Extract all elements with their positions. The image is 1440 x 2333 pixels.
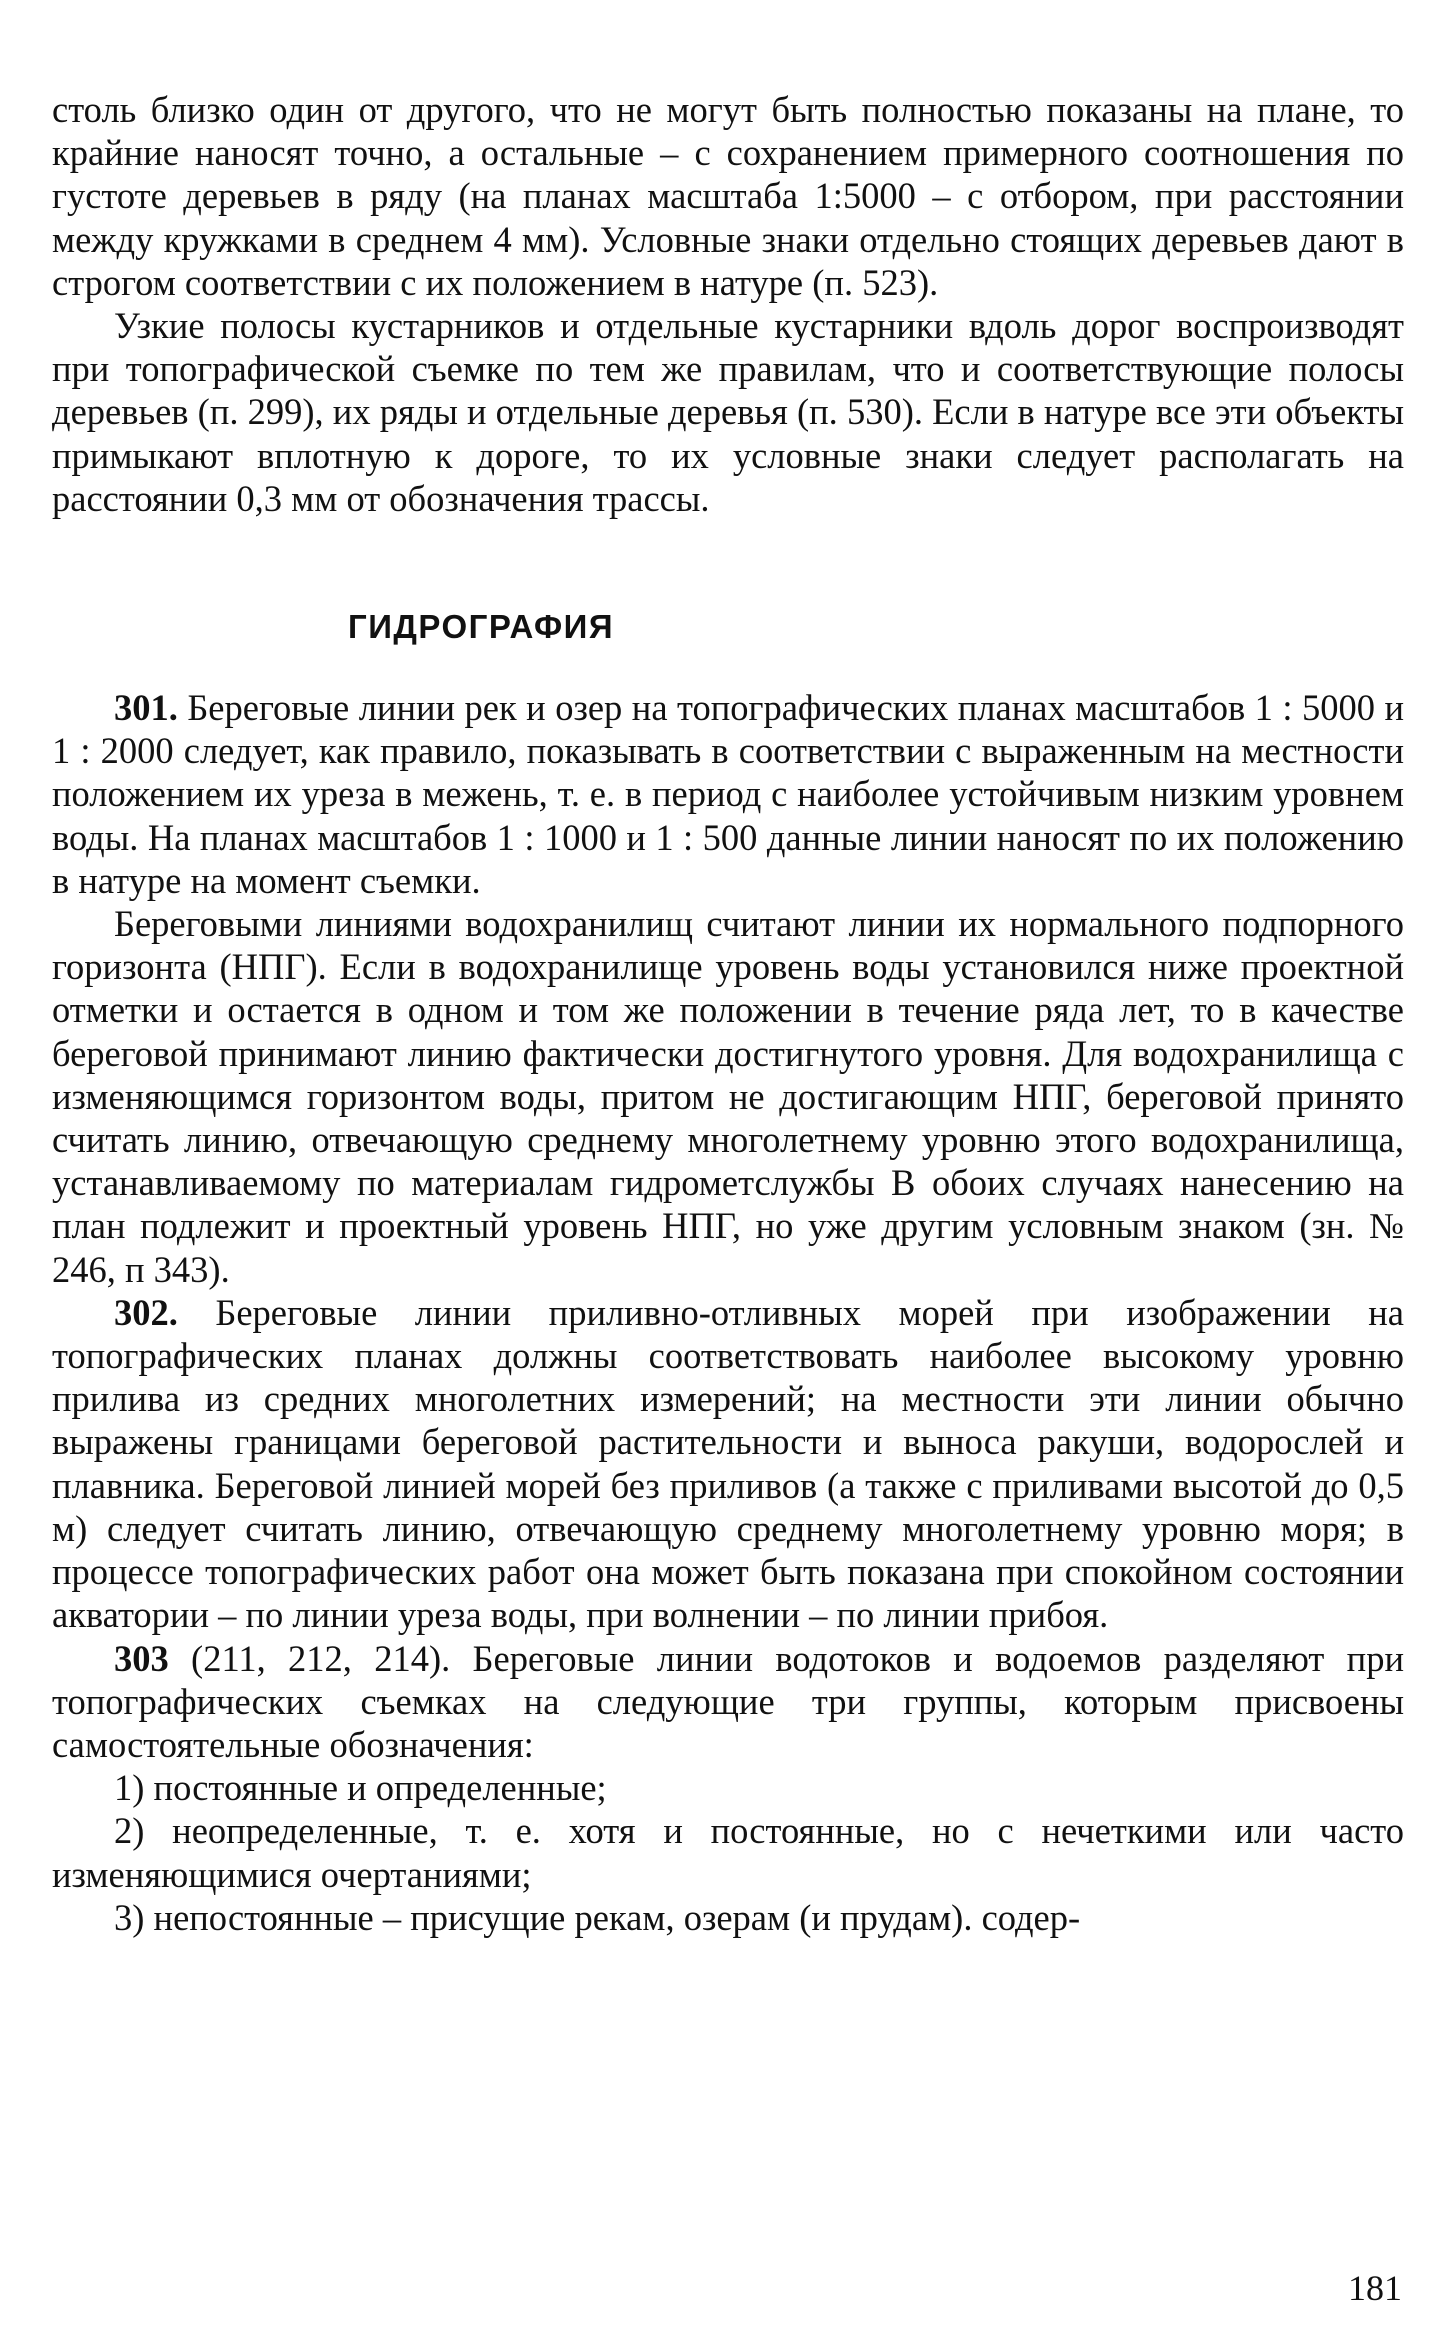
list-item-1: 1) постоянные и определенные; [114,1767,607,1809]
paragraph-302 [52,1291,1404,1637]
section-heading: ГИДРОГРАФИЯ [348,608,615,646]
paragraph-301-continuation: Береговыми линиями водохранилищ считают линии их нормального подпорного горизонта (НПГ). Если в водохранилище уровень воды установился ниже проектной отметки и остается в одном и том же положении в течение ряда лет, то в качестве береговой принимают линию фактически достигнутого уровня. Для водохранилища с изменяющимся горизонтом воды, притом не достигающим НПГ, береговой принято считать линию, отвечающую среднему многолетнему уровню этого водохранилища, устанавливаемому по материалам гидрометслужбы В обоих случаях нанесению на план подлежит и проектный уровень НПГ, но уже другим условным знаком (зн. № 246, п 343). [52,903,1404,1290]
paragraph-303-text: (211, 212, 214). Береговые линии водотоков и водоемов разделяют при топографических съемках на следующие три группы, которым присвоены самостоятельные обозначения: [52,1637,1404,1765]
paragraph-301-text: Береговые линии рек и озер на топографических планах масштабов 1 : 5000 и 1 : 2000 следует, как правило, показывать в соответствии с выраженным на местности положением их уреза в межень, т. е. в период с наиболее устойчивым низким уровнем воды. На планах масштабов 1 : 1000 и 1 : 500 данные линии наносят по их положению в натуре на момент съемки. [52,687,1404,901]
list-item-3: 3) непостоянные – присущие рекам, озерам (и прудам). содер- [114,1896,1081,1938]
paragraph-301-number: 301. [114,687,178,729]
paragraph-302-number: 302. [114,1291,178,1333]
paragraph-303 [52,1637,1404,1767]
page-number: 181 [1348,2268,1402,2308]
page-body [52,88,1404,1939]
intro-paragraph-1: столь близко один от другого, что не могут быть полностью показаны на плане, то крайние наносят точно, а остальные – с сохранением примерного соотношения по густоте деревьев в ряду (на планах масштаба 1:5000 – с отбором, при расстоянии между кружками в среднем 4 мм). Условные знаки отдельно стоящих деревьев дают в строгом соответствии с их положением в натуре (п. 523). [52,89,1404,303]
list-item-2: 2) неопределенные, т. е. хотя и постоянные, но с нечеткими или часто изменяющимися очертаниями; [52,1810,1404,1895]
paragraph-303-number: 303 [114,1637,169,1679]
paragraph-301 [52,686,1404,902]
paragraph-302-text: Береговые линии приливно-отливных морей при изображении на топографических планах должны соответствовать наиболее высокому уровню прилива из средних многолетних измерений; на местности эти линии обычно выражены границами береговой растительности и выноса ракуши, водорослей и плавника. Береговой линией морей без приливов (а также с приливами высотой до 0,5 м) следует считать линию, отвечающую среднему многолетнему уровню моря; в процессе топографических работ она может быть показана при спокойном состоянии акватории – по линии уреза воды, при волнении – по линии прибоя. [52,1291,1404,1636]
intro-paragraph-2: Узкие полосы кустарников и отдельные кустарники вдоль дорог воспроизводят при топографической съемке по тем же правилам, что и соответствующие полосы деревьев (п. 299), их ряды и отдельные деревья (п. 530). Если в натуре все эти объекты примыкают вплотную к дороге, то их условные знаки следует располагать на расстоянии 0,3 мм от обозначения трассы. [52,305,1404,519]
